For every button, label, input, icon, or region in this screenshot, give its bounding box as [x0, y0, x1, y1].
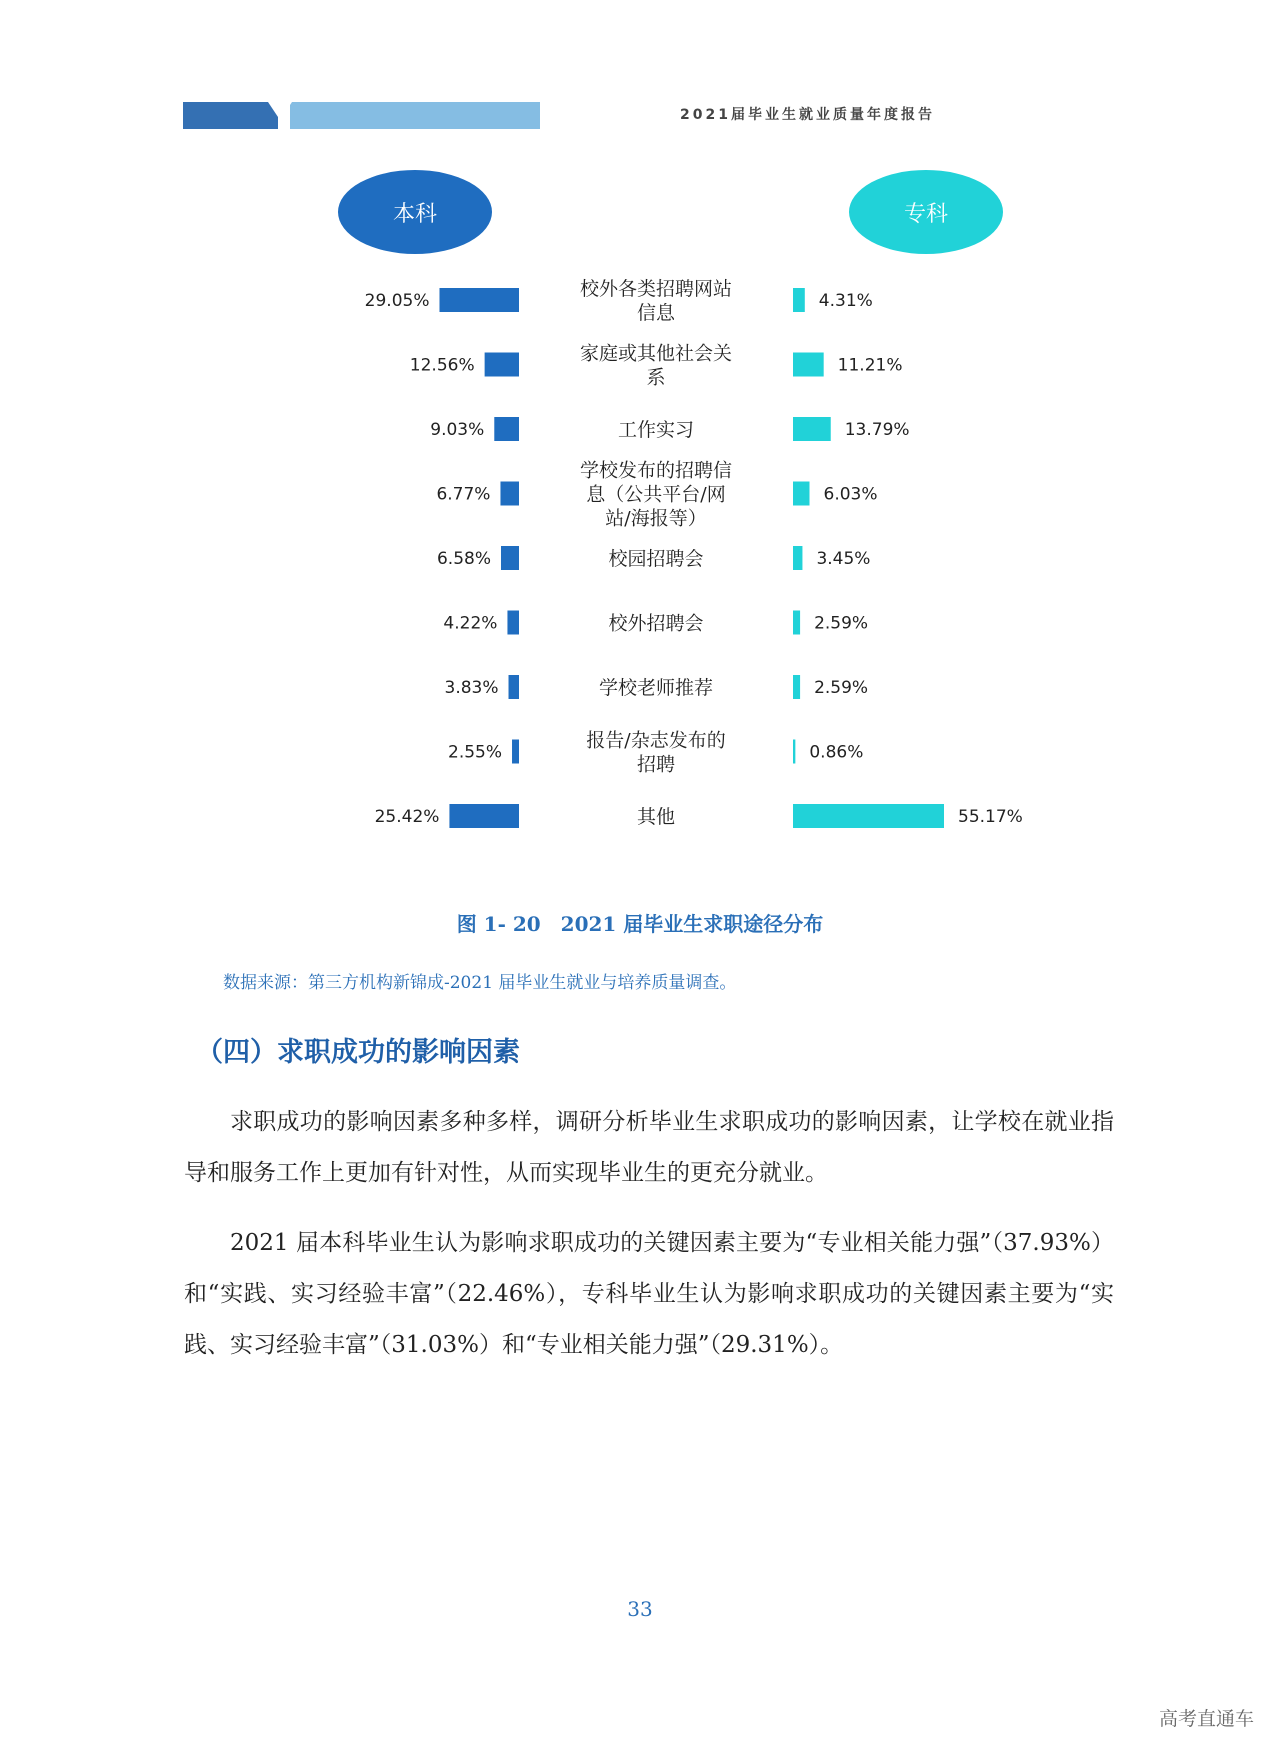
- data-source: 数据来源：第三方机构新锦成-2021 届毕业生就业与培养质量调查。: [223, 973, 737, 993]
- bar-college-8: [793, 804, 944, 828]
- category-label-4-0: 校园招聘会: [608, 548, 704, 570]
- category-label-7-0: 报告/杂志发布的: [586, 729, 726, 752]
- bar-college-1: [793, 353, 824, 377]
- bar-college-7: [793, 740, 795, 764]
- category-label-6-0: 学校老师推荐: [598, 677, 714, 699]
- job-channel-chart: [0, 250, 1280, 850]
- value-label-undergrad-6: 3.83%: [444, 678, 499, 698]
- header-notch: [264, 96, 296, 120]
- category-label-2-0: 工作实习: [617, 419, 695, 441]
- value-label-undergrad-8: 25.42%: [374, 807, 440, 827]
- value-label-undergrad-7: 2.55%: [448, 742, 503, 763]
- category-label-0-0: 校外各类招聘网站: [579, 278, 733, 300]
- value-label-college-7: 0.86%: [809, 742, 864, 763]
- category-label-3-1: 息（公共平台/网: [586, 483, 726, 506]
- bar-undergrad-4: [501, 546, 519, 570]
- legend-undergrad-label: 本科: [392, 201, 437, 227]
- bar-college-5: [793, 611, 800, 635]
- paragraph-2: 2021 届本科毕业生认为影响求职成功的关键因素主要为“专业相关能力强”（37.93%）和“实践、实习经验丰富”（22.46%），专科毕业生认为影响求职成功的关键因素主要为“实践、实习经验丰富”（31.03%）和“专业相关能力强”（29.31%）。: [184, 1230, 1114, 1358]
- category-label-3-0: 学校发布的招聘信: [579, 459, 733, 482]
- bar-college-0: [793, 288, 805, 312]
- section-heading: （四）求职成功的影响因素: [196, 1037, 520, 1068]
- category-label-3-2: 站/海报等）: [605, 507, 707, 530]
- bar-undergrad-7: [512, 740, 519, 764]
- paragraph-1: 求职成功的影响因素多种多样，调研分析毕业生求职成功的影响因素，让学校在就业指导和服务工作上更加有针对性，从而实现毕业生的更充分就业。: [184, 1109, 1114, 1186]
- bar-college-4: [793, 546, 802, 570]
- bar-college-6: [793, 675, 800, 699]
- value-label-undergrad-4: 6.58%: [436, 549, 491, 569]
- value-label-college-0: 4.31%: [818, 291, 873, 311]
- bar-undergrad-6: [509, 675, 519, 699]
- value-label-college-6: 2.59%: [814, 678, 869, 698]
- bar-undergrad-5: [507, 611, 519, 635]
- bar-undergrad-0: [439, 288, 519, 312]
- bar-undergrad-2: [494, 417, 519, 441]
- legend-college: [849, 170, 1003, 254]
- value-label-college-5: 2.59%: [814, 613, 869, 634]
- value-label-undergrad-0: 29.05%: [364, 291, 430, 311]
- value-label-college-1: 11.21%: [837, 355, 903, 376]
- legend-college-label: 专科: [903, 201, 948, 227]
- report-title: 2021届毕业生就业质量年度报告: [680, 107, 935, 123]
- category-label-8-0: 其他: [636, 806, 676, 828]
- header-bar-light: [290, 102, 540, 129]
- bar-undergrad-1: [485, 353, 519, 377]
- page-number: 33: [627, 1597, 653, 1621]
- bar-undergrad-3: [500, 482, 519, 506]
- value-label-college-2: 13.79%: [844, 420, 910, 440]
- category-label-5-0: 校外招聘会: [608, 612, 704, 635]
- value-label-undergrad-1: 12.56%: [409, 355, 475, 376]
- value-label-undergrad-3: 6.77%: [436, 484, 491, 505]
- category-label-7-1: 招聘: [636, 753, 676, 776]
- bar-college-2: [793, 417, 831, 441]
- category-label-1-0: 家庭或其他社会关: [579, 342, 733, 365]
- bar-college-3: [793, 482, 810, 506]
- value-label-college-4: 3.45%: [816, 549, 871, 569]
- value-label-college-3: 6.03%: [823, 484, 878, 505]
- watermark: 高考直通车: [1158, 1708, 1254, 1730]
- category-label-0-1: 信息: [636, 302, 676, 324]
- value-label-college-8: 55.17%: [958, 807, 1023, 827]
- category-label-1-1: 系: [646, 366, 666, 389]
- value-label-undergrad-2: 9.03%: [430, 420, 485, 440]
- bar-undergrad-8: [449, 804, 519, 828]
- figure-caption: 图 1- 20 2021 届毕业生求职途径分布: [456, 912, 824, 936]
- value-label-undergrad-5: 4.22%: [443, 613, 498, 634]
- legend-undergrad: [338, 170, 492, 254]
